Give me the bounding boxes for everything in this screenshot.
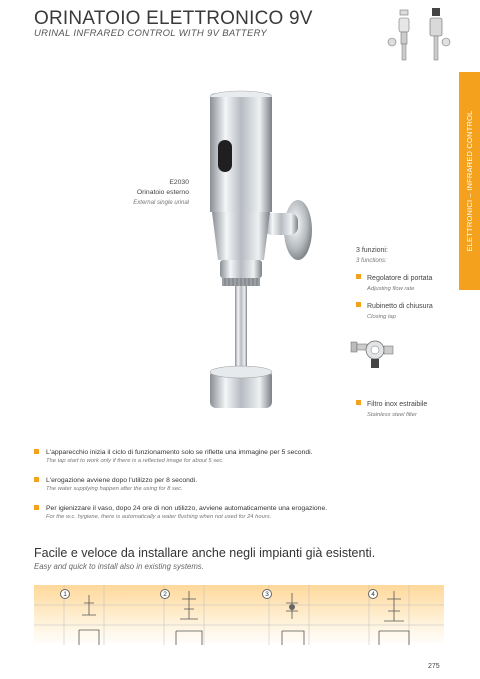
section-tab-label: ELETTRONICI – INFRARED CONTROL (465, 110, 474, 252)
installation-steps-drawing (34, 585, 444, 645)
step-number: 1 (60, 589, 70, 599)
functions-heading-it: 3 funzioni: (356, 247, 388, 254)
closing-tap-image (347, 332, 397, 372)
step-number: 2 (160, 589, 170, 599)
product-code: E2030 (169, 179, 189, 186)
function-item: Regolatore di portata Adjusting flow rate (356, 274, 432, 294)
bullet-square-icon (356, 302, 361, 307)
install-headline-en: Easy and quick to install also in existing systems. (34, 562, 204, 571)
thumbnail-back-view (430, 8, 450, 60)
install-headline: Facile e veloce da installare anche negli impianti già esistenti. (34, 546, 376, 560)
step-number: 4 (368, 589, 378, 599)
page-number: 275 (428, 663, 440, 670)
bullet-square-icon (356, 400, 361, 405)
list-item: Per igienizzare il vaso, dopo 24 ore di non utilizzo, avviene automaticamente una erogazione. For the w.c. hygiene, there is automatically a water flushing when not used for 24 hours. (34, 504, 327, 522)
product-name-en: External single urinal (133, 200, 189, 206)
step-number: 3 (262, 589, 272, 599)
list-item: L'erogazione avviene dopo l'utilizzo per 8 secondi. The water supplying happen after the using for 8 sec. (34, 476, 197, 494)
function-item: Filtro inox estraibile Stainless steel filter (356, 400, 427, 420)
function-item: Rubinetto di chiusura Closing tap (356, 302, 433, 322)
functions-heading-en: 3 functions: (356, 258, 387, 264)
urinal-flush-valve-image (198, 85, 338, 415)
page-subtitle: URINAL INFRARED CONTROL WITH 9V BATTERY (34, 28, 268, 39)
product-thumbnails (384, 6, 454, 64)
installation-steps (34, 585, 444, 645)
bullet-square-icon (34, 449, 39, 454)
thumbnail-side-view (388, 10, 409, 60)
functions-heading (356, 246, 388, 266)
bullet-square-icon (356, 274, 361, 279)
page-title: ORINATOIO ELETTRONICO 9V (34, 8, 313, 29)
product-code-label (133, 178, 189, 208)
product-name: Orinatoio esterno (136, 189, 189, 196)
bullet-square-icon (34, 477, 39, 482)
bullet-square-icon (34, 505, 39, 510)
list-item: L'apparecchio inizia il ciclo di funzionamento solo se riflette una immagine per 5 secondi. The tap start to work only if there is a reflected image for about 5 sec. (34, 448, 313, 466)
